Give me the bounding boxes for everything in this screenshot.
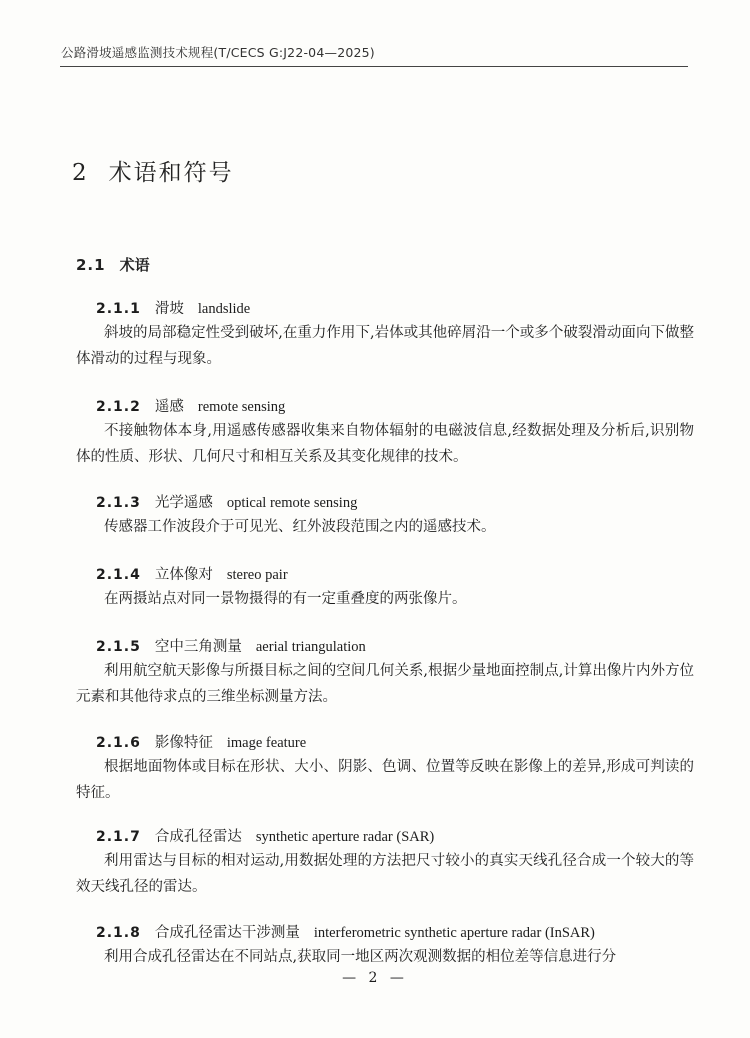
- term-cn: 滑坡: [154, 301, 184, 317]
- term-definition: 利用合成孔径雷达在不同站点,获取同一地区两次观测数据的相位差等信息进行分: [104, 949, 617, 965]
- term-heading: [76, 732, 694, 754]
- term-definition: 斜坡的局部稳定性受到破坏,在重力作用下,岩体或其他碎屑沿一个或多个破裂滑动面向下做整体滑动的过程与现象。: [76, 325, 694, 367]
- chapter-title-text: 术语和符号: [108, 160, 234, 186]
- term-entry-aerial-triangulation: [76, 636, 694, 710]
- term-cn: 遥感: [154, 399, 184, 415]
- term-entry-insar: [76, 922, 694, 970]
- term-entry-stereo-pair: [76, 564, 694, 612]
- term-cn: 光学遥感: [154, 495, 213, 511]
- term-number: 2.1.2: [96, 399, 141, 415]
- term-cn: 合成孔径雷达干涉测量: [154, 925, 300, 941]
- term-heading: [76, 922, 694, 944]
- chapter-number: 2: [72, 160, 89, 186]
- term-en: aerial triangulation: [255, 639, 366, 655]
- section-number: 2.1: [76, 256, 106, 274]
- term-heading: [76, 564, 694, 586]
- term-number: 2.1.4: [96, 567, 141, 583]
- term-entry-remote-sensing: [76, 396, 694, 470]
- term-heading: [76, 396, 694, 418]
- section-title-text: 术语: [119, 256, 150, 274]
- term-number: 2.1.3: [96, 495, 141, 511]
- term-cn: 立体像对: [154, 567, 213, 583]
- term-en: interferometric synthetic aperture radar (InSAR): [313, 925, 595, 941]
- term-en: image feature: [226, 735, 307, 751]
- term-cn: 合成孔径雷达: [154, 829, 242, 845]
- term-en: optical remote sensing: [226, 495, 358, 511]
- term-en: remote sensing: [197, 399, 286, 415]
- term-heading: [76, 636, 694, 658]
- term-number: 2.1.5: [96, 639, 141, 655]
- term-cn: 影像特征: [154, 735, 213, 751]
- term-number: 2.1.7: [96, 829, 141, 845]
- term-definition: 利用雷达与目标的相对运动,用数据处理的方法把尺寸较小的真实天线孔径合成一个较大的等效天线孔径的雷达。: [76, 853, 694, 895]
- term-number: 2.1.8: [96, 925, 141, 941]
- term-definition: 在两摄站点对同一景物摄得的有一定重叠度的两张像片。: [104, 591, 467, 607]
- term-definition: 传感器工作波段介于可见光、红外波段范围之内的遥感技术。: [104, 519, 496, 535]
- term-heading: [76, 826, 694, 848]
- header-rule: [60, 66, 688, 67]
- term-heading: [76, 492, 694, 514]
- term-definition: 根据地面物体或目标在形状、大小、阴影、色调、位置等反映在影像上的差异,形成可判读的特征。: [76, 759, 694, 801]
- term-en: synthetic aperture radar (SAR): [255, 829, 435, 845]
- term-entry-image-feature: [76, 732, 694, 806]
- term-number: 2.1.1: [96, 301, 141, 317]
- section-title: [76, 254, 150, 275]
- term-entry-optical-remote-sensing: [76, 492, 694, 540]
- term-en: stereo pair: [226, 567, 288, 583]
- term-heading: [76, 298, 694, 320]
- term-cn: 空中三角测量: [154, 639, 242, 655]
- page-number: — 2 —: [342, 970, 408, 986]
- chapter-title: [72, 154, 234, 187]
- term-entry-sar: [76, 826, 694, 900]
- running-head: 公路滑坡遥感监测技术规程(T/CECS G:J22-04—2025): [61, 45, 375, 60]
- term-en: landslide: [197, 301, 251, 317]
- term-definition: 不接触物体本身,用遥感传感器收集来自物体辐射的电磁波信息,经数据处理及分析后,识别物体的性质、形状、几何尺寸和相互关系及其变化规律的技术。: [76, 423, 694, 465]
- term-number: 2.1.6: [96, 735, 141, 751]
- term-entry-landslide: [76, 298, 694, 372]
- term-definition: 利用航空航天影像与所摄目标之间的空间几何关系,根据少量地面控制点,计算出像片内外方位元素和其他待求点的三维坐标测量方法。: [76, 663, 694, 705]
